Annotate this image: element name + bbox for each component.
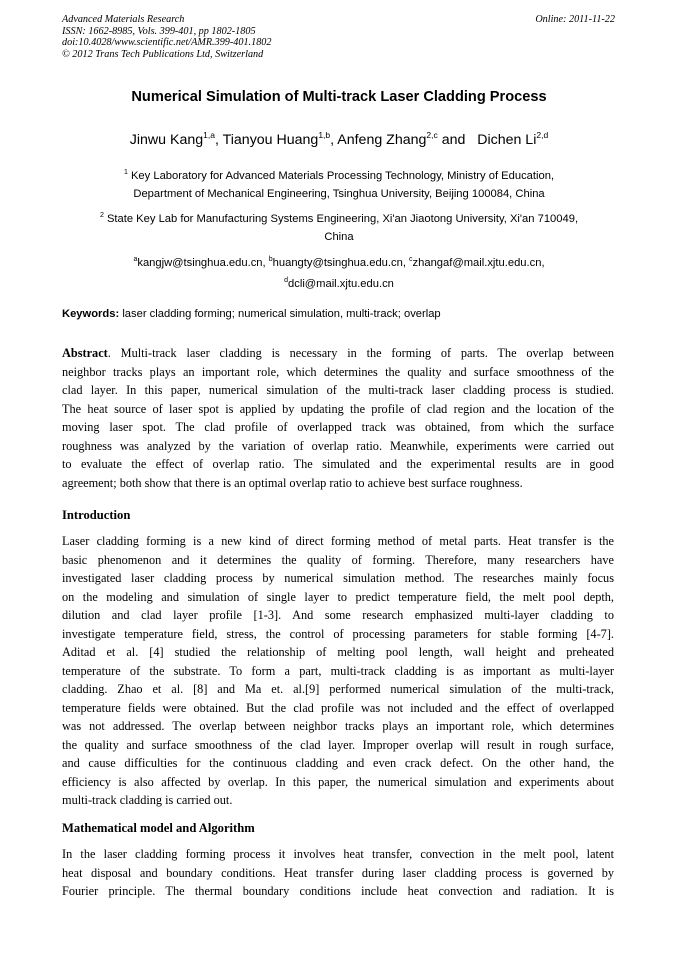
text-line: Fourier principle. The thermal boundary conditions include heat convection and radiation. It is bbox=[62, 884, 614, 898]
text-line: basic phenomenon and it determines the quality of forming. Therefore, many researchers have bbox=[62, 552, 614, 567]
text-line: moving laser spot. The clad profile of overlapped track was obtained, from which the surface bbox=[62, 420, 614, 434]
text-line: clad layer. In this paper, numerical simulation of the multi-track laser cladding process is studied. bbox=[62, 383, 614, 397]
author-name: Dichen Li bbox=[477, 132, 537, 148]
text-line: cladding. Zhao et al. [8] and Ma et. al.[9] performed numerical simulation of the multi-track, bbox=[62, 682, 614, 696]
text-line: Abstract. Multi-track laser cladding is necessary in the forming of parts. The overlap between bbox=[62, 346, 614, 360]
doi-line[interactable]: doi:10.4028/www.scientific.net/AMR.399-401.1802 bbox=[62, 37, 272, 48]
text-line: the quality and surface smoothness of the clad layer. Improper overlap will result in rough surface, bbox=[62, 737, 614, 752]
text-line: Aditad et al. [4] studied the relationship of melting pool length, wall height and preheated bbox=[62, 645, 614, 659]
text-line: heat disposal and boundary conditions. Heat transfer during laser cladding process is governed by bbox=[62, 865, 614, 880]
journal-header bbox=[62, 14, 271, 60]
text-line: In the laser cladding forming process it involves heat transfer, convection in the melt pool, latent bbox=[62, 847, 614, 861]
text-line: Laser cladding forming is a new kind of direct forming method of metal parts. Heat transfer is the bbox=[62, 534, 614, 548]
author-name: Anfeng Zhang bbox=[337, 132, 427, 148]
keywords bbox=[62, 308, 441, 320]
author-name: Jinwu Kang bbox=[129, 132, 204, 148]
email-link[interactable]: zhangaf@mail.xjtu.edu.cn, bbox=[412, 257, 545, 269]
introduction-heading: Introduction bbox=[62, 508, 131, 522]
text-line: The heat source of laser spot is applied by updating the profile of clad region and the location of the bbox=[62, 401, 614, 416]
affiliation-2: $^2$ State Key Lab for Manufacturing Systems Engineering, Xi'an Jiaotong University, Xi'an 710049, China bbox=[99, 212, 579, 243]
text-line: neighbor tracks plays an important role, which determines the quality and surface smoothness of the bbox=[62, 364, 614, 379]
text-line: and cause difficulties for the continuous cladding and even crack defect. On the other hand, the bbox=[62, 756, 614, 770]
keywords-text: laser cladding forming; numerical simulation, multi-track; overlap bbox=[122, 308, 441, 320]
abstract-paragraph bbox=[62, 344, 614, 492]
text-line: investigated laser cladding process by numerical simulation method. The researches mainly focus bbox=[62, 571, 614, 585]
affiliation-1: $^1$ Key Laboratory for Advanced Materials Processing Technology, Ministry of Education, Department of Mechanical Engineering, Tsinghua University, Beijing 100084, China bbox=[123, 169, 555, 200]
text-line: temperature fields were obtained. But the clad profile was not included and the effect of overlapped bbox=[62, 700, 614, 715]
paper-title: Numerical Simulation of Multi-track Laser Cladding Process bbox=[131, 89, 547, 105]
text-line: on the modeling and simulation of single layer to predict temperature field, the melt pool depth, bbox=[62, 589, 614, 604]
text-line: investigate temperature field, stress, the control of processing parameters for stable forming [4-7]. bbox=[62, 626, 614, 641]
email-link[interactable]: huangty@tsinghua.edu.cn, bbox=[272, 257, 406, 269]
text-line: agreement; both show that there is an optimal overlap ratio to achieve best surface roughness. bbox=[62, 475, 523, 490]
keywords-label: Keywords: bbox=[62, 308, 120, 320]
author-name: Tianyou Huang bbox=[222, 132, 319, 148]
author-sup: 2,c bbox=[426, 130, 438, 140]
email-list: $^a$kangjw@tsinghua.edu.cn, $^b$huangty@tsinghua.edu.cn, $^c$zhangaf@mail.xjtu.edu.cn, $^d$dcli@mail.xjtu.edu.cn bbox=[133, 256, 545, 290]
text-line: dilution and clad layer profile [1-3]. And some research emphasized multi-layer cladding to bbox=[62, 608, 614, 622]
text-line: efficiency is also affected by overlap. In this paper, the numerical simulation and experiments about bbox=[62, 774, 614, 789]
text-line: was not addressed. The overlap between neighbor tracks plays an important role, which determines bbox=[62, 719, 614, 733]
journal-name: Advanced Materials Research bbox=[62, 14, 185, 25]
author-sup: 1,a bbox=[203, 130, 215, 140]
text-line: roughness was analyzed by the variation of overlap ratio. Meanwhile, experiments were carried out bbox=[62, 438, 614, 453]
math-heading: Mathematical model and Algorithm bbox=[62, 821, 255, 835]
issn-line: ISSN: 1662-8985, Vols. 399-401, pp 1802-1805 bbox=[62, 25, 256, 37]
text-line: temperature of the substrate. To form a part, multi-track cladding is as important as multi-layer bbox=[62, 663, 614, 678]
text-line: to evaluate the effect of overlap ratio. The simulated and the experimental results are in good bbox=[62, 457, 614, 471]
copyright-line: © 2012 Trans Tech Publications Ltd, Switzerland bbox=[62, 48, 264, 60]
email-link[interactable]: dcli@mail.xjtu.edu.cn bbox=[288, 278, 394, 290]
text-line: multi-track cladding is carried out. bbox=[62, 793, 233, 807]
abstract-label: Abstract bbox=[62, 346, 108, 360]
author-sup: 2,d bbox=[536, 130, 549, 140]
online-date: Online: 2011-11-22 bbox=[535, 14, 615, 25]
introduction-paragraph bbox=[62, 532, 614, 810]
author-list: Jinwu Kang$^{1,a}$, Tianyou Huang$^{1,b}$, Anfeng Zhang$^{2,c}$ and Dichen Li$^{2,d}$ bbox=[129, 130, 549, 148]
math-paragraph bbox=[62, 845, 614, 901]
author-sup: 1,b bbox=[318, 130, 331, 140]
email-link[interactable]: kangjw@tsinghua.edu.cn, bbox=[137, 257, 266, 269]
